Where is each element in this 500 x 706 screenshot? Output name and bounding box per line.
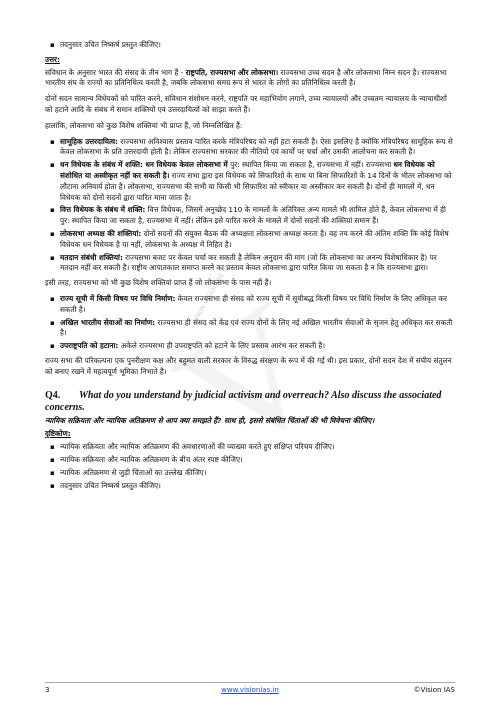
ls-power-5: ▪ मतदान संबंधी शक्तियां: राज्यसभा बजट पर केवल चर्चा कर सकती है लेकिन अनुदान की मांग (जो कि लोकसभा का अनन्य विशेषाधिकार है) पर मतदान नहीं कर सकती है। राष्ट्रीय आपातकाल समाप्त करने का प्रस्ताव केवल लोकसभा द्वारा पारित किया जा सकता है न कि राज्यसभा द्वारा। <box>45 253 455 275</box>
answer-heading: उत्तर: <box>45 54 60 64</box>
ls-power-1: ▪ सामूहिक उत्तरदायित्व: राज्यसभा अविश्वास प्रस्ताव पारित करके मंत्रिपरिषद को नहीं हटा सकती है। ऐसा इसलिए है क्योंकि मंत्रिपरिषद सामूहिक रूप से केवल लोकसभा के प्रति उत्तरदायी होती है। लेकिन राज्यसभा सरकार की नीतियों एवं कार्यों पर चर्चा और उसकी आलोचना कर सकती है। <box>45 137 455 159</box>
para-4: इसी तरह, राज्यसभा को भी कुछ विशेष शक्तियां प्राप्त हैं जो लोकसभा के पास नहीं हैं। <box>45 278 272 288</box>
content <box>45 40 455 493</box>
rs-power-3: ▪ उपराष्ट्रपति को हटाना: अकेले राज्यसभा ही उपराष्ट्रपति को हटाने के लिए प्रस्ताव आरंभ कर सकती है। <box>45 341 455 352</box>
rajya-sabha-powers <box>45 294 455 352</box>
para-1: संविधान के अनुसार भारत की संसद के तीन भाग हैं - राष्ट्रपति, राज्यसभा और लोकसभा। राज्यसभा उच्च सदन है और लोकसभा निम्न सदन है। राज्यसभा भारतीय संघ के राज्यों का प्रतिनिधित्व करती है, जबकि लोकसभा समग्र रूप से भारत के लोगों का प्रतिनिधित्व करती है। <box>45 67 447 88</box>
approach-item: ▪ न्यायिक सक्रियता और न्यायिक अतिक्रमण के बीच अंतर स्पष्ट कीजिए। <box>45 455 455 466</box>
approach-item: ▪ न्यायिक सक्रियता और न्यायिक अतिक्रमण की अवधारणाओं की व्याख्या करते हुए संक्षिप्त परिचय दीजिए। <box>45 442 455 453</box>
approach-item: ▪ न्यायिक अतिक्रमण से जुड़ी चिंताओं का उल्लेख कीजिए। <box>45 468 455 479</box>
question-4-hindi: न्यायिक सक्रियता और न्यायिक अतिक्रमण से आप क्या समझते हैं? साथ ही, इससे संबंधित चिंताओं की भी विवेचना कीजिए। <box>45 415 375 425</box>
page-number: 3 <box>45 686 50 694</box>
top-bullet: ▪ तदनुसार उचित निष्कर्ष प्रस्तुत कीजिए। <box>45 40 455 51</box>
page-footer <box>45 682 455 694</box>
lok-sabha-powers <box>45 137 455 275</box>
rs-power-1: ▪ राज्य सूची में किसी विषय पर विधि निर्माण: केवल राज्यसभा ही संसद को राज्य सूची में सूचीबद्ध किसी विषय पर विधि निर्माण के लिए अधिकृत कर सकती है। <box>45 294 455 316</box>
footer-brand: ©Vision IAS <box>413 686 455 694</box>
watermark-url: www.visionias.in <box>190 262 231 325</box>
ls-power-4: ▪ लोकसभा अध्यक्ष की शक्तियां: दोनों सदनों की संयुक्त बैठक की अध्यक्षता लोकसभा अध्यक्ष करता है। वह तय करने की अंतिम शक्ति कि कोई विशेष विधेयक धन विधेयक है या नहीं, लोकसभा के अध्यक्ष में निहित है। <box>45 229 455 251</box>
approach-heading: दृष्टिकोण: <box>45 429 71 439</box>
question-4: Q4. What do you understand by judicial activism and overreach? Also discuss the associated concerns. <box>45 389 442 413</box>
para-3: हालांकि, लोकसभा को कुछ विशेष शक्तियां भी प्राप्त हैं, जो निम्नलिखित हैं: <box>45 120 243 130</box>
rs-power-2: ▪ अखिल भारतीय सेवाओं का निर्माण: राज्यसभा ही संसद को केंद्र एवं राज्य दोनों के लिए नई अखिल भारतीय सेवाओं के सृजन हेतु अधिकृत कर सकती है। <box>45 318 455 340</box>
ls-power-3: ▪ वित्त विधेयक के संबंध में शक्ति: वित्त विधेयक, जिसमें अनुच्छेद 110 के मामलों के अतिरिक्त अन्य मामले भी शामिल होते हैं, केवल लोकसभा में ही पुर: स्थापित किया जा सकता है, राज्यसभा में नहीं। लेकिन इसे पारित करने के मामले में दोनों सदनों की शक्तियां समान हैं। <box>45 205 455 227</box>
para-5: राज्य सभा की परिकल्पना एक पुनरीक्षण कक्ष और बहुमत वाली सरकार के विरुद्ध संरक्षण के रूप में की गई थी। इस प्रकार, दोनों सदन देश में संघीय संतुलन को बनाए रखने में महत्वपूर्ण भूमिका निभाते हैं। <box>45 355 452 376</box>
footer-link[interactable]: www.visionias.in <box>221 686 279 694</box>
approach-item: ▪ तदनुसार उचित निष्कर्ष प्रस्तुत कीजिए। <box>45 481 455 492</box>
para-2: दोनों सदन सामान्य विधेयकों को पारित करने, संविधान संशोधन करने, राष्ट्रपति पर महाभियोग लगाने, उच्च न्यायालयों और उच्चतम न्यायालय के न्यायाधीशों को हटाने आदि के संबंध में समान शक्तियों एवं उत्तरदायित्वों को साझा करते हैं। <box>45 94 447 114</box>
ls-power-2: ▪ धन विधेयक के संबंध में शक्ति: धन विधेयक केवल लोकसभा में पुर: स्थापित किया जा सकता है, राज्यसभा में नहीं। राज्यसभा धन विधेयक को संशोधित या अस्वीकृत नहीं कर सकती है। राज्य सभा द्वारा इस विधेयक को सिफारिशों के साथ या बिना सिफारिशों के 14 दिनों के भीतर लोकसभा को लौटाना अनिवार्य होता है। लोकसभा, राज्यसभा की सभी या किसी भी सिफारिश को स्वीकार या अस्वीकार कर सकती है। दोनों ही मामलों में, धन विधेयक को दोनों सदनों द्वारा पारित माना जाता है। <box>45 160 455 203</box>
